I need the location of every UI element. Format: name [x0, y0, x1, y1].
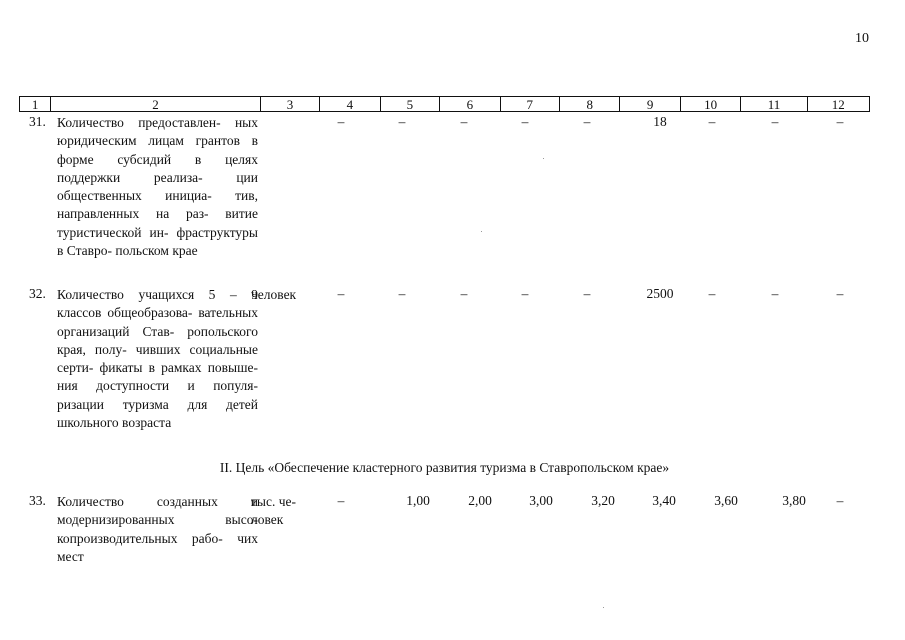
row-value: 3,00 [529, 493, 553, 508]
scan-speck [603, 607, 604, 608]
header-cell-5: 5 [381, 97, 440, 111]
row-value: – [337, 114, 345, 129]
row-value: – [583, 286, 591, 301]
page-number: 10 [855, 31, 869, 46]
row-value: – [583, 114, 591, 129]
row-value: 3,60 [714, 493, 738, 508]
header-cell-12: 12 [831, 97, 845, 112]
row-value: 3,80 [782, 493, 806, 508]
header-cell-11: 11 [741, 97, 807, 111]
row-number: 33. [29, 493, 46, 508]
header-cell-6: 6 [440, 97, 500, 111]
header-cell-3: 3 [261, 97, 320, 111]
header-cell-9: 9 [620, 97, 680, 111]
row-value: 3,20 [591, 493, 615, 508]
header-cell-1: 1 [20, 97, 51, 111]
row-value: – [521, 114, 529, 129]
row-value: – [398, 114, 406, 129]
row-value: – [460, 286, 468, 301]
header-cell-2: 2 [51, 97, 261, 111]
row-value: – [337, 286, 345, 301]
row-value: 1,00 [406, 493, 430, 508]
header-cell-8: 8 [560, 97, 620, 111]
row-value: – [460, 114, 468, 129]
row-value: – [708, 114, 716, 129]
row-value: 2,00 [468, 493, 492, 508]
scan-speck [543, 158, 544, 159]
row-value: – [836, 286, 844, 301]
section-heading: II. Цель «Обеспечение кластерного развития туризма в Ставропольском крае» [219, 460, 670, 475]
row-value: – [398, 286, 406, 301]
row-value: – [771, 114, 779, 129]
row-unit: тыс. че- ловек [251, 494, 296, 527]
header-cell-4: 4 [320, 97, 380, 111]
row-indicator-name: Количество предоставлен- ных юридическим лицам грантов в форме субсидий в целях поддержки реализа- ции общественных инициа- тив, направленных на раз- витие туристической ин- фраструктуры в Ставро- польском крае [57, 115, 258, 259]
row-number: 32. [29, 286, 46, 301]
row-value: 18 [653, 114, 667, 129]
row-unit: человек [251, 287, 297, 302]
table-header-row [19, 96, 870, 112]
row-indicator-name: Количество созданных и модернизированных высо- копроизводительных рабо- чих мест [57, 494, 258, 564]
row-number: 31. [29, 114, 46, 129]
row-value: – [836, 493, 844, 508]
row-value: – [521, 286, 529, 301]
row-value: 2500 [646, 286, 674, 301]
row-value: – [836, 114, 844, 129]
row-value: 3,40 [652, 493, 676, 508]
row-value: – [771, 286, 779, 301]
scan-speck [481, 231, 482, 232]
row-value: – [337, 493, 345, 508]
header-cell-10: 10 [681, 97, 741, 111]
row-indicator-name: Количество учащихся 5 – 9 классов общеобразова- вательных организаций Став- ропольского края, полу- чивших социальные серти- фикаты в рамках повыше- ния доступности и популя- ризации туризма для детей школьного возраста [57, 287, 258, 431]
header-cell-7: 7 [501, 97, 560, 111]
row-value: – [708, 286, 716, 301]
